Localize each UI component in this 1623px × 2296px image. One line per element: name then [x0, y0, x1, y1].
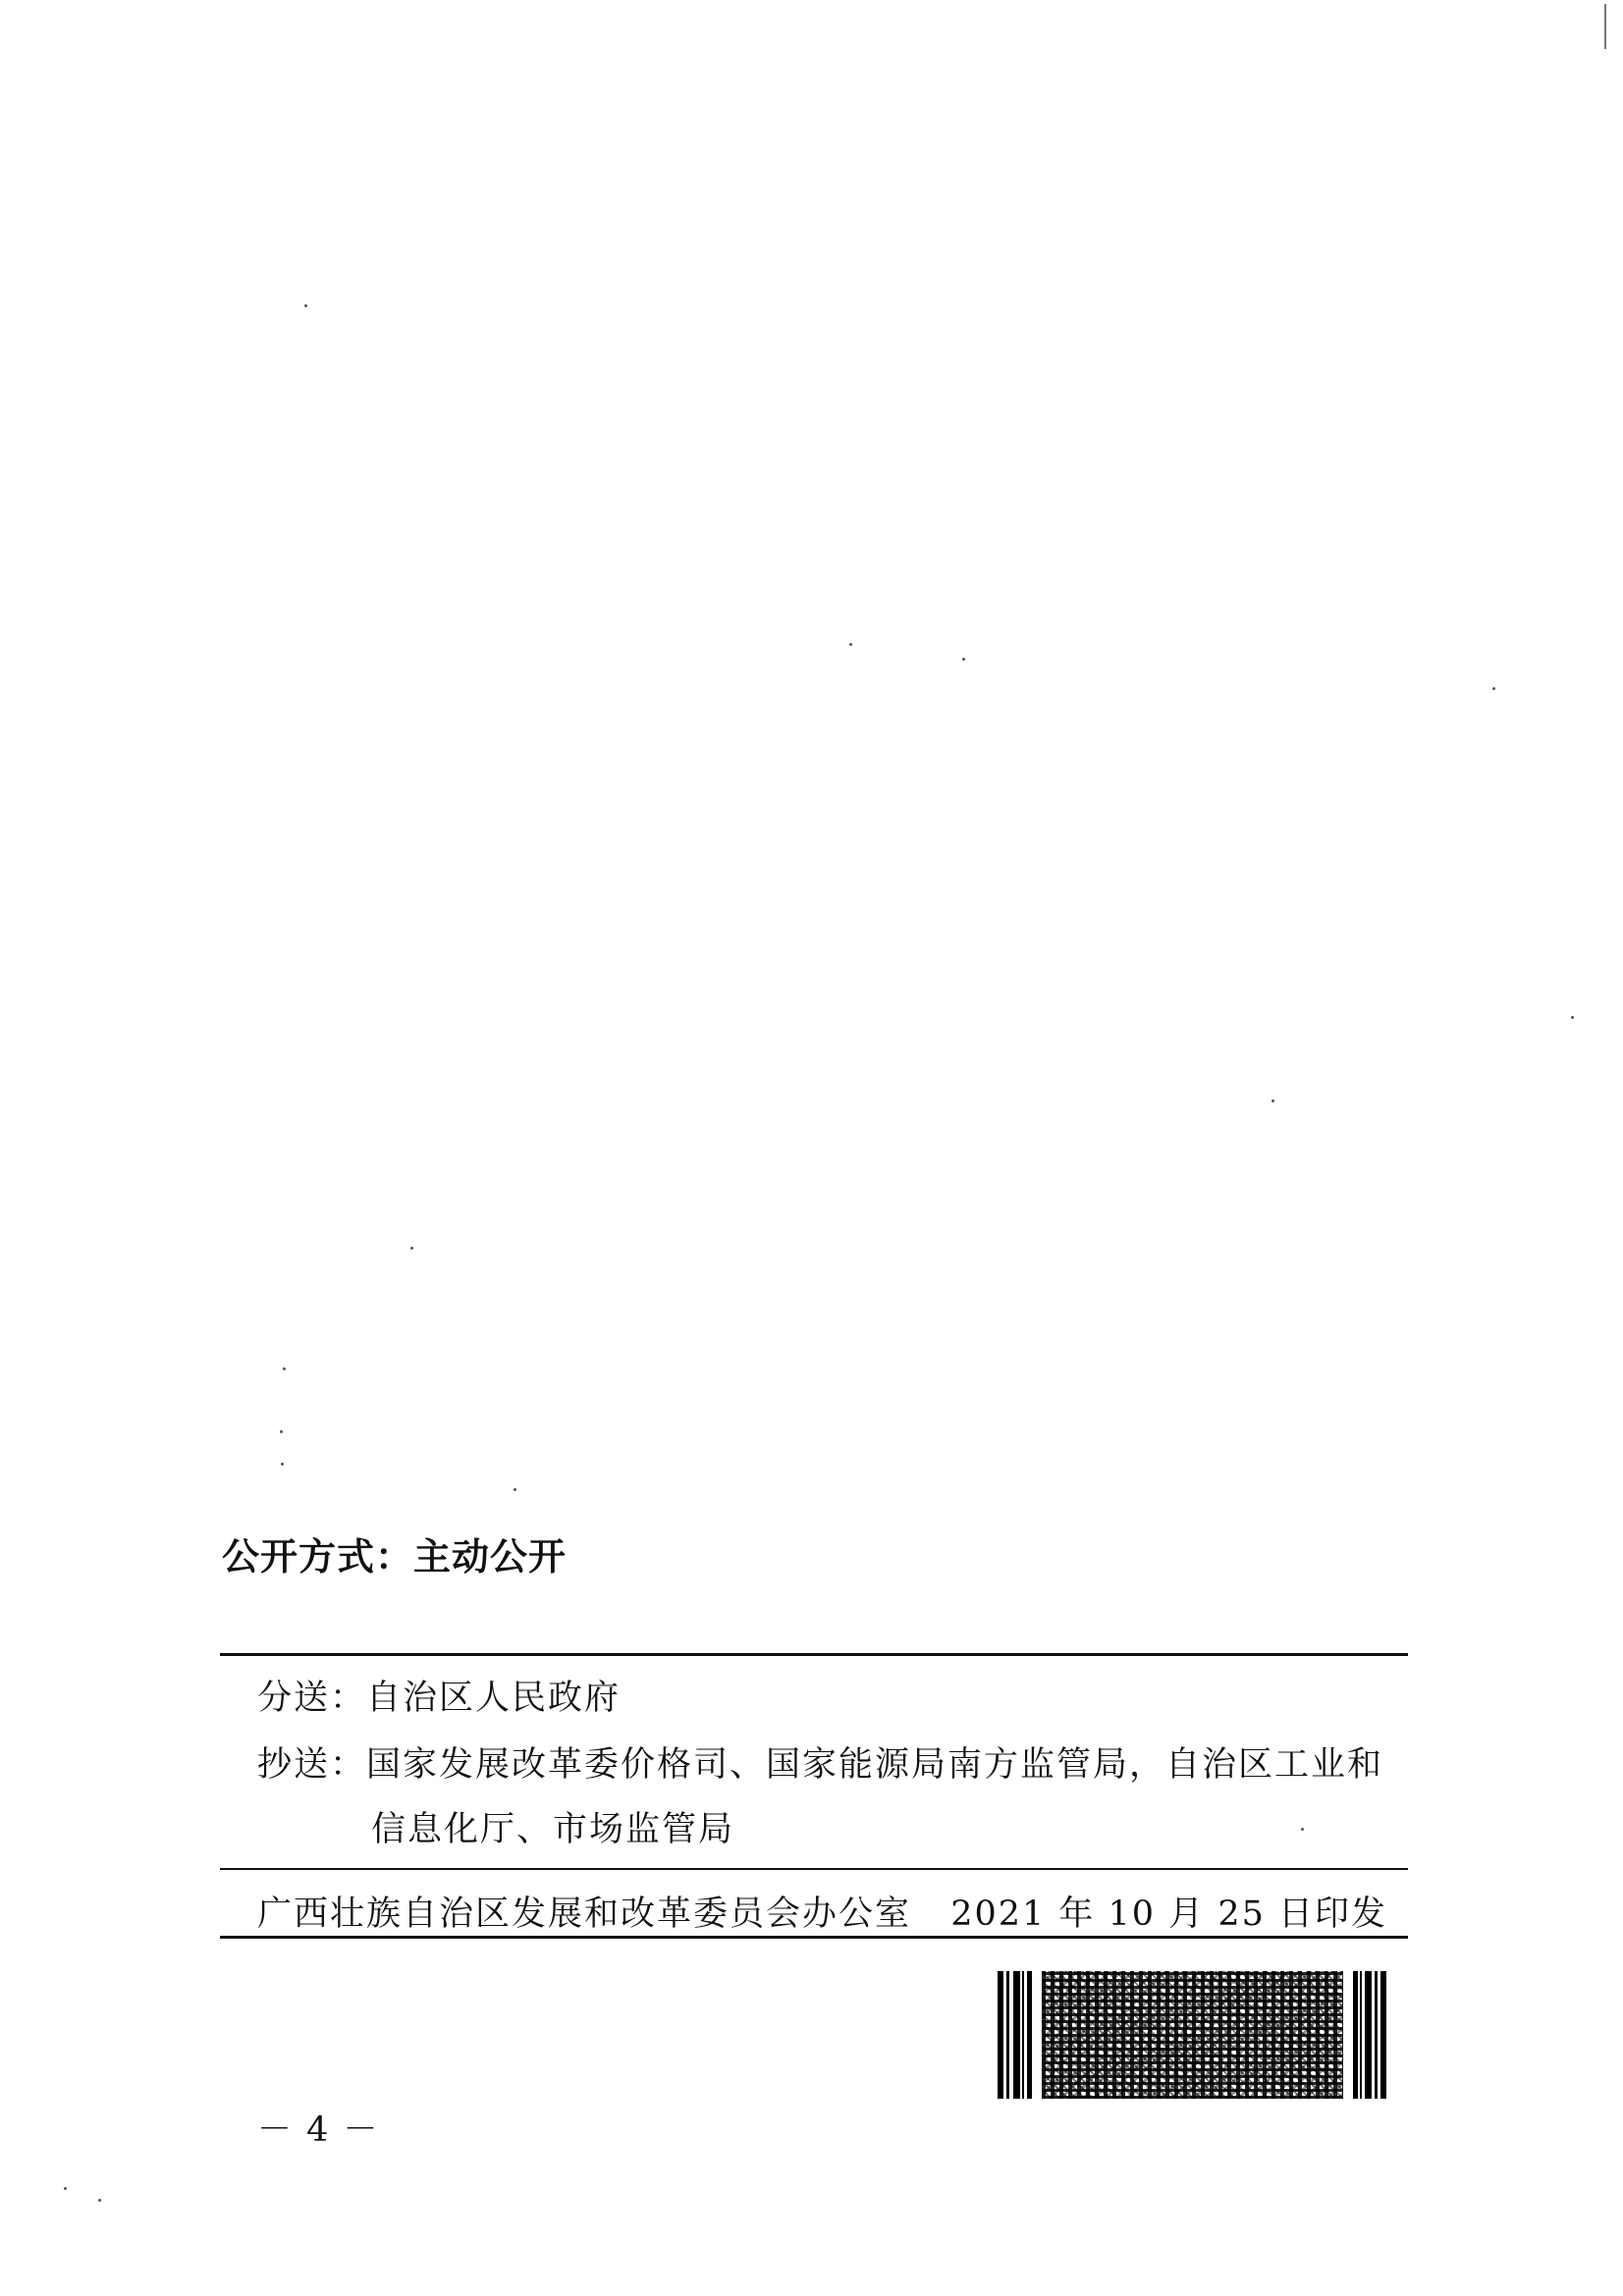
scan-speck	[1271, 1099, 1274, 1102]
chaosong-value-line1: 国家发展改革委价格司、国家能源局南方监管局，自治区工业和	[366, 1745, 1384, 1785]
disclosure-method	[222, 1526, 567, 1580]
scan-speck	[98, 2199, 101, 2202]
barcode-right-guard	[1353, 1971, 1386, 2099]
barcode-matrix	[1042, 1971, 1343, 2099]
chaosong-value-line2: 信息化厅、市场监管局	[371, 1810, 735, 1849]
document-barcode	[998, 1971, 1386, 2099]
scan-speck	[849, 643, 852, 646]
distribution-bottom-rule	[220, 1936, 1408, 1939]
disclosure-label: 公开方式：	[222, 1535, 414, 1578]
page-edge-mark	[1604, 4, 1606, 49]
issue-date: 2021 年 10 月 25 日印发	[950, 1895, 1387, 1934]
scan-speck	[64, 2187, 67, 2190]
scan-speck	[1571, 1016, 1574, 1019]
barcode-left-guard	[998, 1971, 1032, 2099]
scan-speck	[1492, 687, 1495, 690]
fensong-value: 自治区人民政府	[366, 1679, 622, 1718]
page-number: － 4 －	[257, 2110, 380, 2150]
scan-speck	[410, 1247, 413, 1250]
fensong-label: 分送：	[257, 1679, 367, 1718]
scan-speck	[962, 658, 965, 661]
chaosong-label: 抄送：	[257, 1745, 367, 1785]
disclosure-value: 主动公开	[413, 1535, 568, 1578]
scan-speck	[280, 1430, 283, 1433]
scan-speck	[281, 1463, 284, 1466]
distribution-top-rule	[220, 1653, 1408, 1656]
scan-speck	[283, 1367, 286, 1370]
distribution-middle-rule	[220, 1868, 1408, 1870]
issuing-office: 广西壮族自治区发展和改革委员会办公室	[257, 1895, 912, 1934]
fensong-line	[257, 1671, 621, 1720]
scan-speck	[514, 1488, 516, 1491]
chaosong-line	[257, 1737, 1383, 1787]
scan-speck	[1301, 1828, 1304, 1831]
scan-speck	[304, 304, 307, 307]
